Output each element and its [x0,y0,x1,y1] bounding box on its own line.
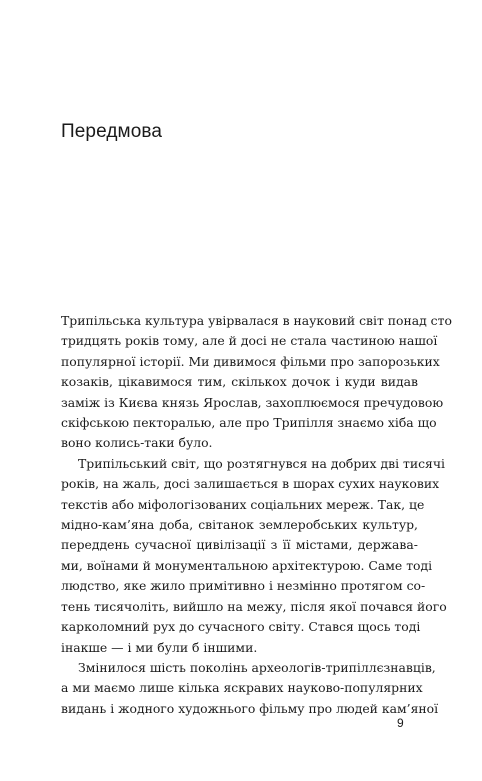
text-line: Трипільська культура увірвалася в науковий світ понад сто [61,313,452,328]
paragraph-3 [61,658,439,719]
paragraph-1 [61,311,452,454]
body-text [61,311,452,719]
text-line: карколомний рух до сучасного світу. Стався щось тоді [61,619,421,635]
text-line: воно колись-таки було. [61,435,213,451]
text-line: тень тисячоліть, вийшло на межу, після якої почався його [61,598,447,614]
chapter-heading: Передмова [61,121,163,142]
text-line: мідно-кам’яна доба, світанок землеробських культур, [61,517,418,533]
text-line: інакше — і ми були б іншими. [61,639,258,655]
text-line: козаків, цікавимося тим, скількох дочок і куди видав [61,374,418,390]
paragraph-2 [61,454,447,658]
text-line: Трипільський світ, що розтягнувся на добрих дві тисячі [78,455,446,471]
text-line: тридцять років тому, але й досі не стала частиною нашої [61,333,438,349]
text-line: людство, яке жило примітивно і незмінно протягом со- [61,578,426,594]
page-number: 9 [397,716,404,730]
text-line: скіфською пекторалью, але про Трипілля знаємо хіба що [61,415,437,431]
text-line: Змінилося шість поколінь археологів-трипіллєзнавців, [78,659,436,675]
text-line: текстів або міфологізованих соціальних мереж. Так, це [61,496,425,512]
text-line: заміж із Києва князь Ярослав, захоплюємося пречудовою [61,394,444,410]
text-line: а ми маємо лише кілька яскравих науково-популярних [61,680,423,696]
text-line: переддень сучасної цивілізації з її містами, держава- [61,537,418,553]
text-line: видань і жодного художнього фільму про людей кам’яної [61,700,439,716]
text-line: популярної історії. Ми дивимося фільми про запорозьких [61,353,440,369]
text-line: років, на жаль, досі залишається в шорах сухих наукових [61,476,440,492]
text-line: ми, воїнами й монументальною архітектурою. Саме тоді [61,557,433,573]
